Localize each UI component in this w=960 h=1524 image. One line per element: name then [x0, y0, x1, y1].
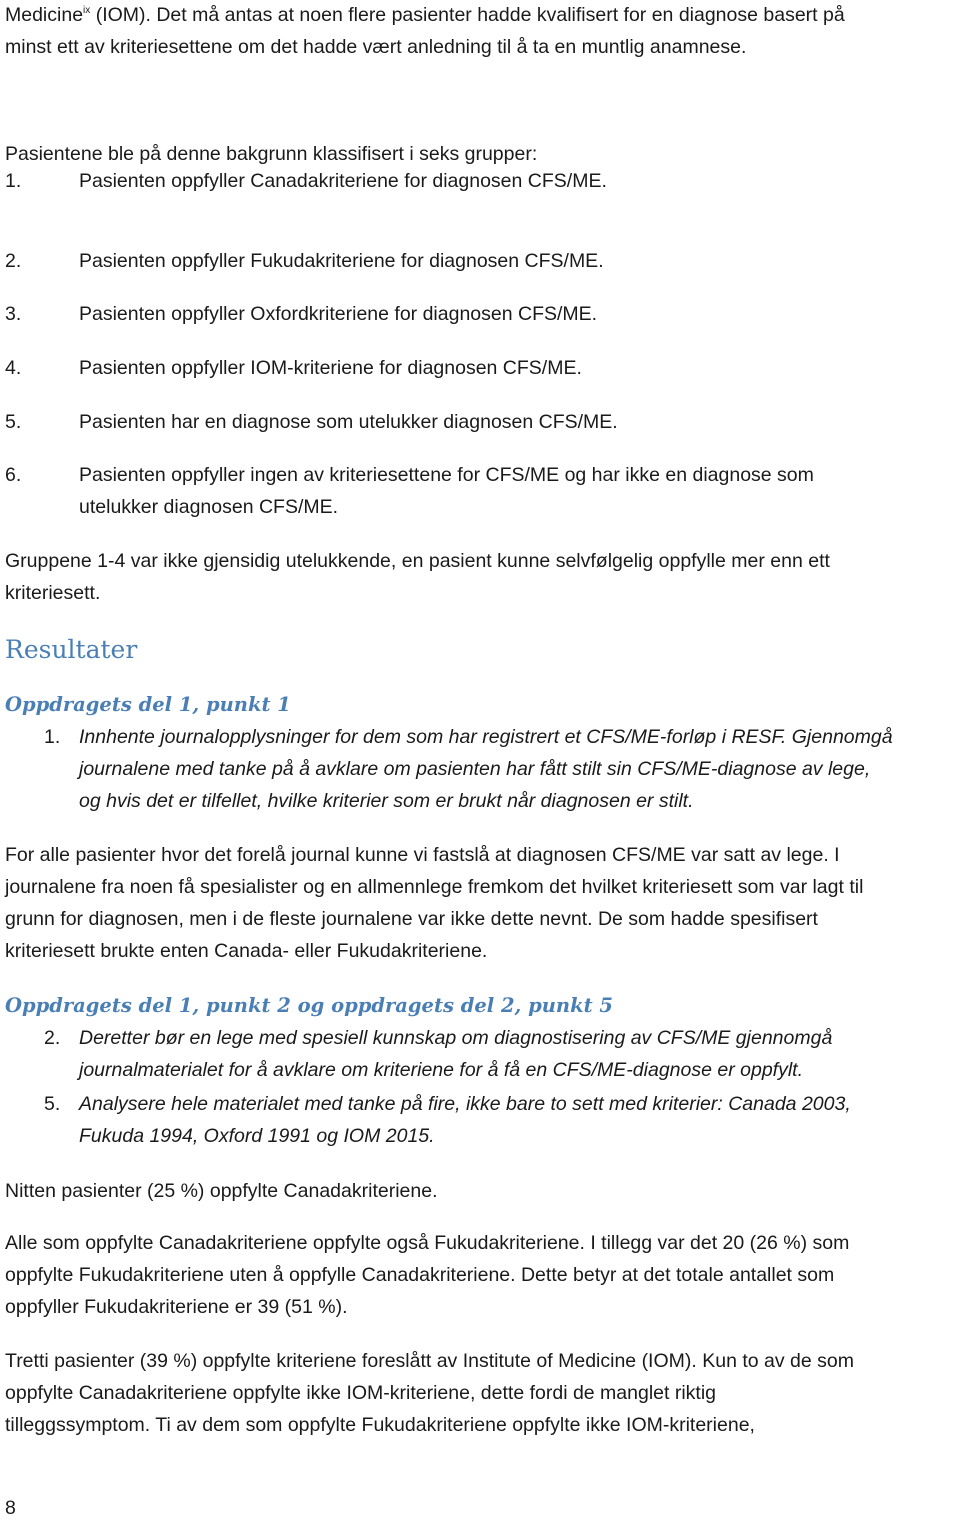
- section1-paragraph: [5, 839, 955, 967]
- text-line: Gruppene 1-4 var ikke gjensidig utelukkende, en pasient kunne selvfølgelig oppfylle mer enn ett: [5, 550, 830, 572]
- task-text: journalene med tanke på å avklare om pasienten har fått stilt sin CFS/ME-diagnose av lege,: [79, 758, 871, 780]
- results-heading: Resultater: [5, 635, 138, 664]
- list-text: utelukker diagnosen CFS/ME.: [79, 496, 339, 518]
- list-number: 2.: [5, 250, 22, 272]
- text-line: Nitten pasienter (25 %) oppfylte Canadakriteriene.: [5, 1180, 438, 1202]
- footnote-ref[interactable]: ix: [83, 5, 91, 16]
- text-line: Alle som oppfylte Canadakriteriene oppfylte også Fukudakriteriene. I tillegg var det 20 (26 %) som: [5, 1232, 850, 1254]
- text-line: [5, 0, 955, 31]
- list-text: Pasienten har en diagnose som utelukker diagnosen CFS/ME.: [79, 411, 618, 433]
- list-text: Pasienten oppfyller ingen av kriteriesettene for CFS/ME og har ikke en diagnose som: [79, 464, 814, 486]
- list-text: Pasienten oppfyller Oxfordkriteriene for diagnosen CFS/ME.: [79, 303, 598, 325]
- task-text: Analysere hele materialet med tanke på fire, ikke bare to sett med kriterier: Canada 2003,: [79, 1093, 851, 1115]
- text-line: grunn for diagnosen, men i de fleste journalene var ikke dette nevnt. De som hadde spesifisert: [5, 908, 818, 930]
- text-run: (IOM). Det må antas at noen flere pasienter hadde kvalifisert for en diagnose basert på: [90, 4, 845, 26]
- text-line: oppfyller Fukudakriteriene er 39 (51 %).: [5, 1296, 348, 1318]
- list-number: 6.: [5, 464, 22, 486]
- text-line: Tretti pasienter (39 %) oppfylte kriteriene foreslått av Institute of Medicine (IOM). Kun to av de som: [5, 1350, 854, 1372]
- section-heading: Oppdragets del 1, punkt 1: [5, 693, 291, 716]
- task-number: 1.: [44, 726, 61, 748]
- task-text: og hvis det er tilfellet, hvilke kriterier som er brukt når diagnosen er stilt.: [79, 790, 694, 812]
- list-text: Pasienten oppfyller Fukudakriteriene for diagnosen CFS/ME.: [79, 250, 604, 272]
- task-number: 5.: [44, 1093, 61, 1115]
- task-text: Deretter bør en lege med spesiell kunnskap om diagnostisering av CFS/ME gjennomgå: [79, 1027, 833, 1049]
- page-number: 8: [5, 1497, 16, 1519]
- text-line: oppfylte Fukudakriteriene uten å oppfylle Canadakriteriene. Dette betyr at det totale antallet som: [5, 1264, 835, 1286]
- list-number: 1.: [5, 170, 22, 192]
- list-text: Pasienten oppfyller IOM-kriteriene for diagnosen CFS/ME.: [79, 357, 582, 379]
- text-line: kriteriesett.: [5, 582, 101, 604]
- groups-note: [5, 545, 955, 609]
- intro-paragraph: [5, 0, 955, 63]
- result-paragraph: [5, 1227, 955, 1323]
- groups-intro: Pasientene ble på denne bakgrunn klassifisert i seks grupper:: [5, 143, 538, 165]
- task-text: Fukuda 1994, Oxford 1991 og IOM 2015.: [79, 1125, 435, 1147]
- task-text: journalmaterialet for å avklare om kriteriene for å få en CFS/ME-diagnose er oppfylt.: [79, 1059, 803, 1081]
- text-line: minst ett av kriteriesettene om det hadde vært anledning til å ta en muntlig anamnese.: [5, 36, 747, 58]
- text-line: tilleggssymptom. Ti av dem som oppfylte Fukudakriteriene oppfylte ikke IOM-kriteriene,: [5, 1414, 755, 1436]
- list-text: Pasienten oppfyller Canadakriteriene for diagnosen CFS/ME.: [79, 170, 607, 192]
- list-number: 5.: [5, 411, 22, 433]
- list-number: 3.: [5, 303, 22, 325]
- text-line: For alle pasienter hvor det forelå journal kunne vi fastslå at diagnosen CFS/ME var satt av lege. I: [5, 844, 840, 866]
- text-line: kriteriesett brukte enten Canada- eller Fukudakriteriene.: [5, 940, 488, 962]
- task-text: Innhente journalopplysninger for dem som har registrert et CFS/ME-forløp i RESF. Gjennomgå: [79, 726, 893, 748]
- section-heading: Oppdragets del 1, punkt 2 og oppdragets del 2, punkt 5: [5, 994, 613, 1017]
- text-run: Medicine: [5, 4, 84, 26]
- result-paragraph: [5, 1175, 955, 1207]
- text-line: oppfylte Canadakriteriene oppfylte ikke IOM-kriteriene, dette fordi de manglet riktig: [5, 1382, 717, 1404]
- result-paragraph: [5, 1345, 955, 1441]
- task-number: 2.: [44, 1027, 61, 1049]
- list-number: 4.: [5, 357, 22, 379]
- text-line: journalene fra noen få spesialister og en allmennlege fremkom det hvilket kriteriesett som var lagt til: [5, 876, 864, 898]
